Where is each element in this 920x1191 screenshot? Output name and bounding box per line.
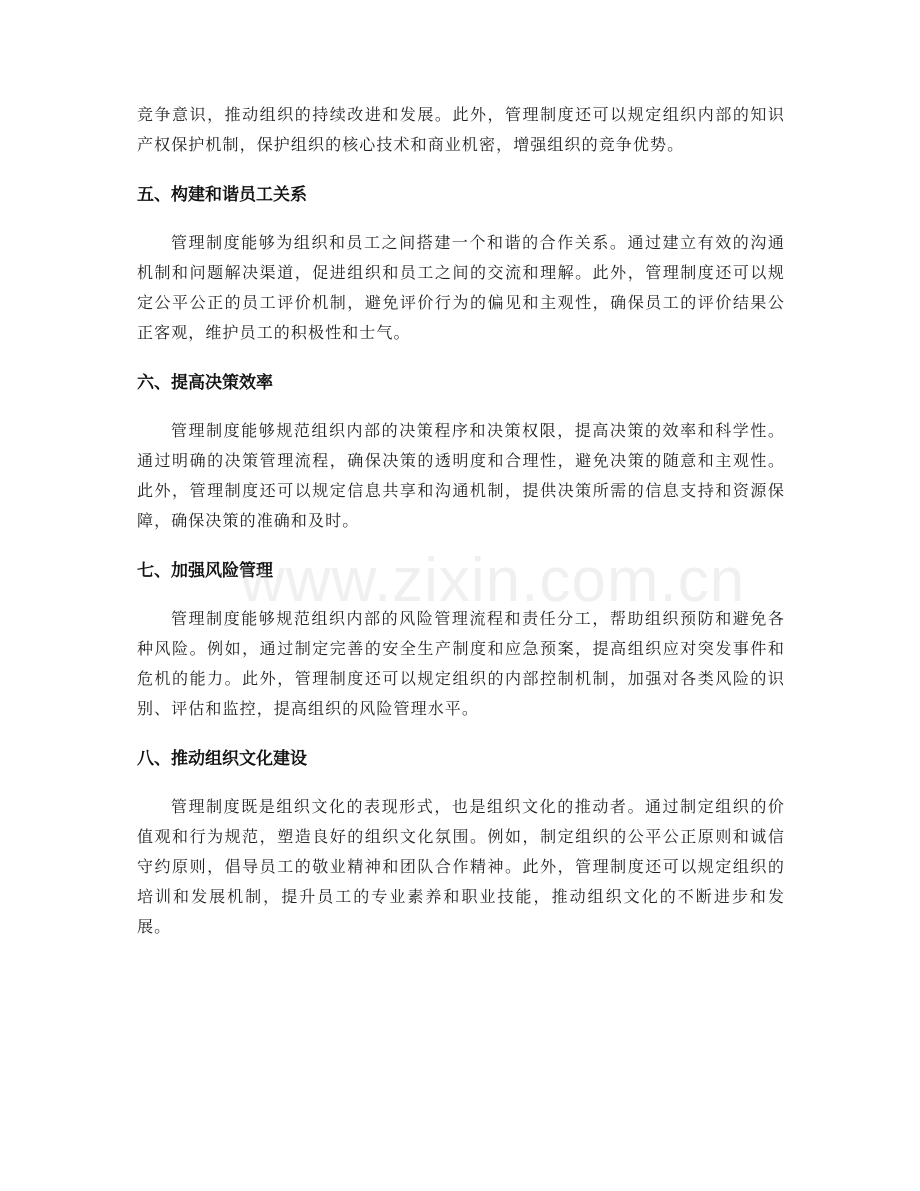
spacer [137,160,785,180]
section-body-8: 管理制度既是组织文化的表现形式，也是组织文化的推动者。通过制定组织的价值观和行为规范，塑造良好的组织文化氛围。例如，制定组织的公平公正原则和诚信守约原则，倡导员工的敬业精神和团队合作精神。此外，管理制度还可以规定组织的培训和发展机制，提升员工的专业素养和职业技能，推动组织文化的不断进步和发展。 [137,797,785,936]
watermark-text: www.zixin.com.cn [240,546,746,615]
spacer [137,348,785,368]
spacer [137,398,785,416]
section-body-7: 管理制度能够规范组织内部的风险管理流程和责任分工，帮助组织预防和避免各种风险。例如，通过制定完善的安全生产制度和应急预案，提高组织应对突发事件和危机的能力。此外，管理制度还可以规定组织的内部控制机制，加强对各类风险的识别、评估和监控，提高组织的风险管理水平。 [137,609,785,718]
section-body-5: 管理制度能够为组织和员工之间搭建一个和谐的合作关系。通过建立有效的沟通机制和问题解决渠道，促进组织和员工之间的交流和理解。此外，管理制度还可以规定公平公正的员工评价机制，避免评价行为的偏见和主观性，确保员工的评价结果公正客观，维护员工的积极性和士气。 [137,233,785,342]
section-heading-6: 六、提高决策效率 [137,373,273,393]
section-body-6: 管理制度能够规范组织内部的决策程序和决策权限，提高决策的效率和科学性。通过明确的决策管理流程，确保决策的透明度和合理性，避免决策的随意和主观性。此外，管理制度还可以规定信息共享和沟通机制，提供决策所需的信息支持和资源保障，确保决策的准确和及时。 [137,421,785,530]
spacer [137,210,785,228]
spacer [137,724,785,744]
spacer [137,774,785,792]
section-heading-5: 五、构建和谐员工关系 [137,185,307,205]
spacer [137,586,785,604]
spacer [137,536,785,556]
section-heading-7: 七、加强风险管理 [137,561,273,581]
section-heading-8: 八、推动组织文化建设 [137,749,307,769]
intro-paragraph: 竞争意识，推动组织的持续改进和发展。此外，管理制度还可以规定组织内部的知识产权保护机制，保护组织的核心技术和商业机密，增强组织的竞争优势。 [137,105,785,154]
document-page [137,100,785,942]
